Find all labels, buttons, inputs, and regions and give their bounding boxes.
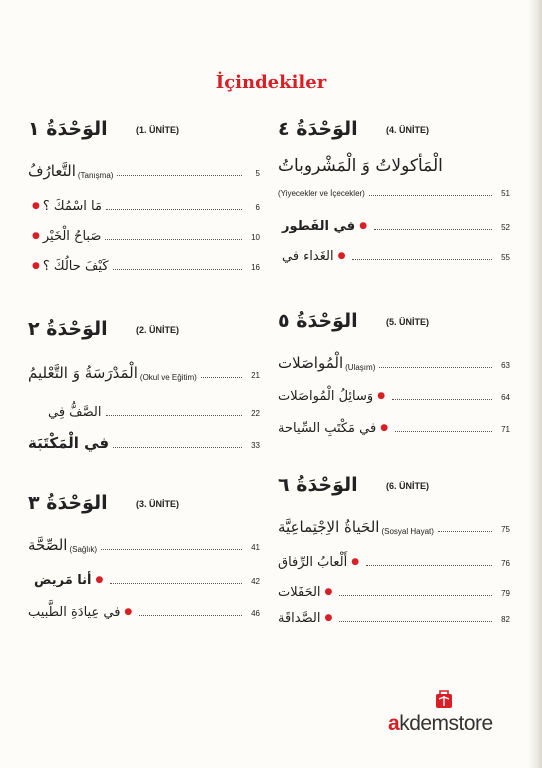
- logo-text: [388, 712, 493, 736]
- entry-title-ar: في مَكْتَبِ السِّياحة: [278, 421, 377, 436]
- page-number: 6: [255, 203, 260, 212]
- page-number: 71: [501, 425, 510, 434]
- unit-6: [278, 474, 510, 626]
- toc-entry-main[interactable]: [278, 514, 510, 536]
- dot-leader: [201, 377, 242, 378]
- entry-title-ar: في الفَطور: [282, 219, 356, 234]
- page-number: 82: [501, 615, 510, 624]
- toc-entry[interactable]: [278, 382, 510, 404]
- unit-header: [28, 318, 260, 344]
- unit-header: [28, 492, 260, 518]
- unit-heading-tr: (2. ÜNİTE): [136, 325, 180, 335]
- entry-title-ar: كَيْفَ حالُكَ ؟: [42, 259, 109, 274]
- logo-prefix: a: [388, 712, 400, 735]
- unit-heading-ar: الوَحْدَةُ ٦: [278, 474, 358, 496]
- bullet-icon: ●: [324, 587, 333, 597]
- entry-title-ar: صَباحُ الْخَيْر: [42, 229, 102, 244]
- unit-heading-ar: الوَحْدَةُ ٤: [278, 118, 358, 140]
- logo-wordmark: kdemstore: [399, 712, 493, 735]
- dot-leader: [105, 239, 242, 240]
- entry-title-ar: الحَياةُ الاِجْتِماعِيَّة: [278, 518, 380, 536]
- page-number: 10: [251, 233, 260, 242]
- page-number: 33: [251, 441, 260, 450]
- page-number: 64: [501, 393, 510, 402]
- entry-title-ar: الْمَأكولاتُ وَ الْمَشْروباتُ: [278, 156, 443, 176]
- unit-heading-tr: (6. ÜNİTE): [386, 481, 430, 491]
- unit-heading-ar: الوَحْدَةُ ٥: [278, 310, 358, 332]
- entry-title-ar: الصَّفُّ فِي: [48, 405, 102, 420]
- entry-title-ar: أَلْعابُ الرِّفاق: [278, 555, 348, 570]
- bullet-icon: ●: [32, 201, 40, 211]
- dot-leader: [369, 195, 492, 196]
- toc-entry[interactable]: [28, 252, 260, 274]
- entry-title-ar: وَسائِلُ الْمُواصَلات: [278, 389, 374, 404]
- entry-title-ar: الْمُواصَلات: [278, 354, 344, 372]
- entry-title-ar: مَا اسْمُكَ ؟: [42, 199, 102, 214]
- bullet-icon: ●: [95, 575, 104, 585]
- toc-entry-main[interactable]: [28, 158, 260, 180]
- bullet-icon: ●: [380, 423, 389, 433]
- entry-title-ar: الغَداء في: [282, 249, 334, 264]
- unit-heading-ar: الوَحْدَةُ ١: [28, 118, 108, 140]
- dot-leader: [139, 615, 242, 616]
- page-number: 63: [501, 361, 510, 370]
- toc-entry[interactable]: [28, 398, 260, 420]
- bullet-icon: ●: [324, 613, 333, 623]
- bullet-icon: ●: [32, 231, 40, 241]
- dot-leader: [106, 209, 242, 210]
- toc-entry-main[interactable]: [28, 532, 260, 554]
- entry-title-ar: الصَّداقَة: [278, 611, 321, 626]
- page-number: 5: [255, 169, 260, 178]
- unit-3: [28, 492, 260, 620]
- bullet-icon: ●: [32, 261, 40, 271]
- dot-leader: [374, 229, 492, 230]
- bullet-icon: ●: [124, 607, 133, 617]
- dot-leader: [339, 621, 492, 622]
- unit-heading-tr: (1. ÜNİTE): [136, 125, 180, 135]
- unit-heading-tr: (4. ÜNİTE): [386, 125, 430, 135]
- page-number: 46: [251, 609, 260, 618]
- page-number: 75: [501, 525, 510, 534]
- toc-entry[interactable]: [278, 604, 510, 626]
- toc-entry[interactable]: [28, 598, 260, 620]
- entry-title-ar: في الْمَكْتَبَة: [28, 434, 110, 452]
- toc-entry[interactable]: [278, 242, 510, 264]
- unit-heading-tr: (3. ÜNİTE): [136, 499, 180, 509]
- page-number: 16: [251, 263, 260, 272]
- unit-header: [28, 118, 260, 144]
- unit-heading-tr: (5. ÜNİTE): [386, 317, 430, 327]
- entry-title-tr: (Okul ve Eğitim): [139, 373, 197, 382]
- page-number: 21: [251, 371, 260, 380]
- page-number: 55: [501, 253, 510, 262]
- entry-title-ar: الصِّحَّة: [28, 536, 68, 554]
- page-number: 41: [251, 543, 260, 552]
- dot-leader: [352, 259, 492, 260]
- page-number: 52: [501, 223, 510, 232]
- toc-entry[interactable]: [278, 548, 510, 570]
- dot-leader: [379, 367, 492, 368]
- page-number: 76: [501, 559, 510, 568]
- toc-entry-main[interactable]: [278, 154, 510, 176]
- akdemstore-logo: [388, 690, 518, 740]
- bullet-icon: ●: [337, 251, 346, 261]
- toc-entry[interactable]: [278, 414, 510, 436]
- entry-title-ar: التَّعارُفُ: [28, 162, 76, 180]
- toc-entry[interactable]: [28, 566, 260, 588]
- page-number: 79: [501, 589, 510, 598]
- dot-leader: [339, 595, 492, 596]
- dot-leader: [438, 531, 492, 532]
- bullet-icon: ●: [377, 391, 386, 401]
- page-number: 42: [251, 577, 260, 586]
- dot-leader: [106, 415, 243, 416]
- entry-title-ar: أنا مَريض: [34, 573, 92, 588]
- toc-entry-main[interactable]: [278, 350, 510, 372]
- page-title: İçindekiler: [215, 72, 327, 93]
- unit-header: [278, 310, 510, 336]
- entry-title-ar: الْمَدْرَسَةُ وَ التَّعْليمُ: [28, 364, 138, 382]
- dot-leader: [110, 583, 242, 584]
- unit-1: [28, 118, 260, 274]
- unit-header: [278, 474, 510, 500]
- dot-leader: [366, 565, 492, 566]
- dot-leader: [113, 447, 242, 448]
- toc-entry[interactable]: [28, 222, 260, 244]
- entry-title-tr: (Sosyal Hayat): [381, 527, 434, 536]
- dot-leader: [392, 399, 492, 400]
- entry-title-tr: (Ulaşım): [345, 363, 376, 372]
- dot-leader: [395, 431, 492, 432]
- dot-leader: [117, 175, 242, 176]
- entry-title-ar: الحَفَلات: [278, 585, 321, 600]
- unit-heading-ar: الوَحْدَةُ ٣: [28, 492, 108, 514]
- unit-4: [278, 118, 510, 264]
- entry-title-ar: في عِيادَةِ الطَّبيب: [28, 605, 121, 620]
- bullet-icon: ●: [359, 221, 368, 231]
- page-edge: [528, 0, 542, 768]
- unit-2: [28, 318, 260, 452]
- entry-title-tr: (Yiyecekler ve İçecekler): [278, 189, 365, 198]
- entry-title-tr: (Sağlık): [69, 545, 98, 554]
- unit-heading-ar: الوَحْدَةُ ٢: [28, 318, 108, 340]
- page-number: 22: [251, 409, 260, 418]
- toc-entry[interactable]: [28, 430, 260, 452]
- dot-leader: [101, 549, 242, 550]
- unit-5: [278, 310, 510, 436]
- page-number: 51: [501, 189, 510, 198]
- book-icon: [434, 690, 454, 710]
- toc-entry[interactable]: [278, 578, 510, 600]
- toc-entry-main[interactable]: [28, 360, 260, 382]
- toc-entry[interactable]: [28, 192, 260, 214]
- dot-leader: [113, 269, 242, 270]
- entry-title-tr: (Tanışma): [77, 171, 114, 180]
- bullet-icon: ●: [351, 557, 360, 567]
- toc-entry[interactable]: [278, 212, 510, 234]
- toc-entry-subtitle[interactable]: [278, 184, 510, 198]
- unit-header: [278, 118, 510, 144]
